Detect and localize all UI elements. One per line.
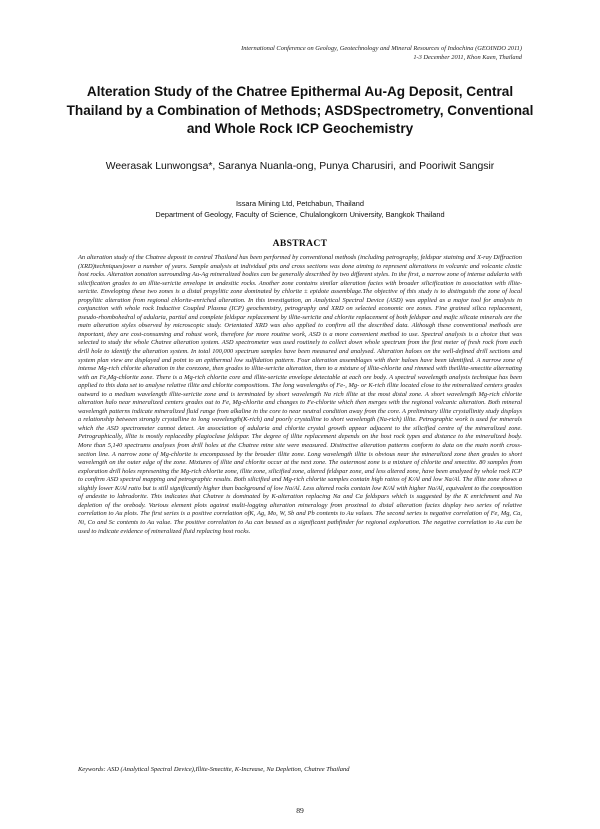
page-number: 89 bbox=[296, 806, 304, 815]
affiliation-company: Issara Mining Ltd, Petchabun, Thailand bbox=[235, 199, 365, 208]
conference-date-location: 1-3 December 2011, Khon Kaen, Thailand bbox=[413, 54, 522, 61]
conference-name: International Conference on Geology, Geotechnology and Mineral Resources of Indochina (GEOINDO 2011) bbox=[241, 45, 522, 52]
abstract-body: An alteration study of the Chatree deposit in central Thailand has been performed by conventional methods (including petrography, feldspar staining and X-ray Diffraction (XRD)techniques)over a number of years. Sample analysis at individual pits and cross sections was done aiming to represent alterations in volcanic and volcanic clastic host rocks. Alteration zonation surrounding Au-Ag mineralized bodies can be generally described by two different styles. In the first, a narrow zone of intense adularia with silicification grades to an illite-sericite envelope in andesitic rocks. Another zone contains similar alteration facies with broader silicification in association with illite-sericite. Enveloping these two zones is a distal propylitic zone dominated by chlorite ± epidote assemblage.The objective of this study is to distinguish the zone of local propylitic alteration from regional chlorite-enriched alteration. In this investigation, an Analytical Spectral Device (ASD) was applied as a major tool for analysis in conjunction with whole rock Inductive Coupled Plasma (ICP) geochemistry, petrography and XRD on selected economic ore zones. Fine grained silica replacement, pseudo-rhombohedral of adularia, partial and complete feldspar replacement by illite-sericite and chlorite replacement of both feldspar and mafic silicate minerals are the main alteration styles observed by microscopic study. Orientated XRD was also applied to confirm all the described data. Although these conventional methods are important, they are cost-consuming and robust work, therefore for more routine work, ASD is a more convenient method to use. Spectral analysis is a choice that was selected to study the whole Chatree alteration system. ASD spectrometer was used routinely to collect down whole spectrum from the first meter of fresh rock from each drill hole to identify the alteration system. In total 100,000 spectrum samples have been measured and analysed. Alteration haloes on the well-defined drill sections and system plan view are displayed and point to an epithermal low sulfidation pattern. Four alteration assemblages with their haloes have been identified. A narrow zone of intense Mg-rich chlorite alteration in the corezone, then grades to illite-sericite alteration, then to a mixture of illite-chlorite and rimmed with theillite-smectite alternating with an Fe,Mg-chlorite zone. There is a Mg-rich chlorite core and illite-sericite envelope detectable at each ore body. A spectral wavelength analysis technique has been applied to this data set to analyse relative illite and chlorite compositions. The long wavelengths of Fe-, Mg- or K-rich illite located close to the mineralized centers grades outward to a medium wavelength illite-sericite zone and is terminated by short wavelength Na rich illite at the most distal zone. A short wavelength Mg-rich chlorite alteration halo near mineralized centers grades out to Fe, Mg-chlorite and changes to Fe-chlorite which then merges with the regional volcanic alteration. Both mineral wavelength patterns indicate mineralized fluid range from alkaline in the core to near neutral condition away from the core. A preliminary illite crystallinity study displays a relationship between strongly crystalline to long wavelength(K-rich) and poorly crystalline to short wavelength (Na-rich) illite. Petrographic work is used for minerals which the ASD spectrometer cannot detect. An association of adularia and chlorite crystal growth appear adjacent to the silicified centre of the mineralized zone. Petrographically, illite is mostly replacedby plagioclase feldspar. The degree of illite replacement depends on the host rock types and distance to the mineralized body. More than 5,140 spectrums analyses from drill holes at the Chatree mine site were measured. Distinctive alteration patterns conform to data on the main north cross-section line. A narrow zone of Mg-chlorite is encompassed by the broader illite zone. Long wavelength illite is obvious near the mineralized zone then grades to short wavelength on the outer edge of the zone. Mixtures of illite and chlorite occur at the next zone. The outermost zone is a mixture of chlorite and smectite. 80 samples from exploration drill holes representing the Mg-rich chlorite zone, illite zone, silicified zone, altered feldspar zone, and less altered zone, have been analyzed by whole rock ICP to confirm ASD spectral mapping and petrographic results. Both silicified and Mg-rich chlorite samples contain high ratios of K/Al and low Na/Al. The illite zone shows a slightly lower K/Al ratio but is still significantly higher than background of low Na/Al. Less altered rocks contain low K/Al with higher Na/Al, equivalent to the composition of andesite to labradorite. This indicates that Chatree is dominated by K-alteration replacing Na and Ca feldspars which is suggested by the K enrichment and Na depletion of the orebody. Various element plots against multi-logging alteration mineralogy from proximal to distal alteration facies display two series of relative correlation to Au plots. The first series is a positive correlation ofK, Ag, Mo, W, Sb and Pb contents to Au values. The second series is negative correlation of Fe, Mg, Ca, Ni, Co and Sc contents to Au value. The positive correlation to Au can beused as a significant pathfinder for regional exploration. The negative correlation to Au can be used to indicate evidence of mineralized fluid replacing host rocks. bbox=[78, 254, 522, 535]
keywords: Keywords: ASD (Analytical Spectral Device),Illite-Smectite, K-Increase, Na Depletion, Chatree Thailand bbox=[78, 766, 350, 773]
abstract-heading: ABSTRACT bbox=[272, 238, 328, 249]
author-list: Weerasak Lunwongsa*, Saranya Nuanla-ong, Punya Charusiri, and Pooriwit Sangsir bbox=[105, 161, 495, 172]
affiliations bbox=[60, 199, 540, 220]
affiliation-university: Department of Geology, Faculty of Science, Chulalongkorn University, Bangkok Thailand bbox=[155, 209, 445, 219]
paper-title: Alteration Study of the Chatree Epithermal Au-Ag Deposit, Central Thailand by a Combination of Methods; ASDSpectrometry, Conventional and Whole Rock ICP Geochemistry bbox=[66, 84, 534, 137]
conference-header bbox=[241, 44, 522, 62]
